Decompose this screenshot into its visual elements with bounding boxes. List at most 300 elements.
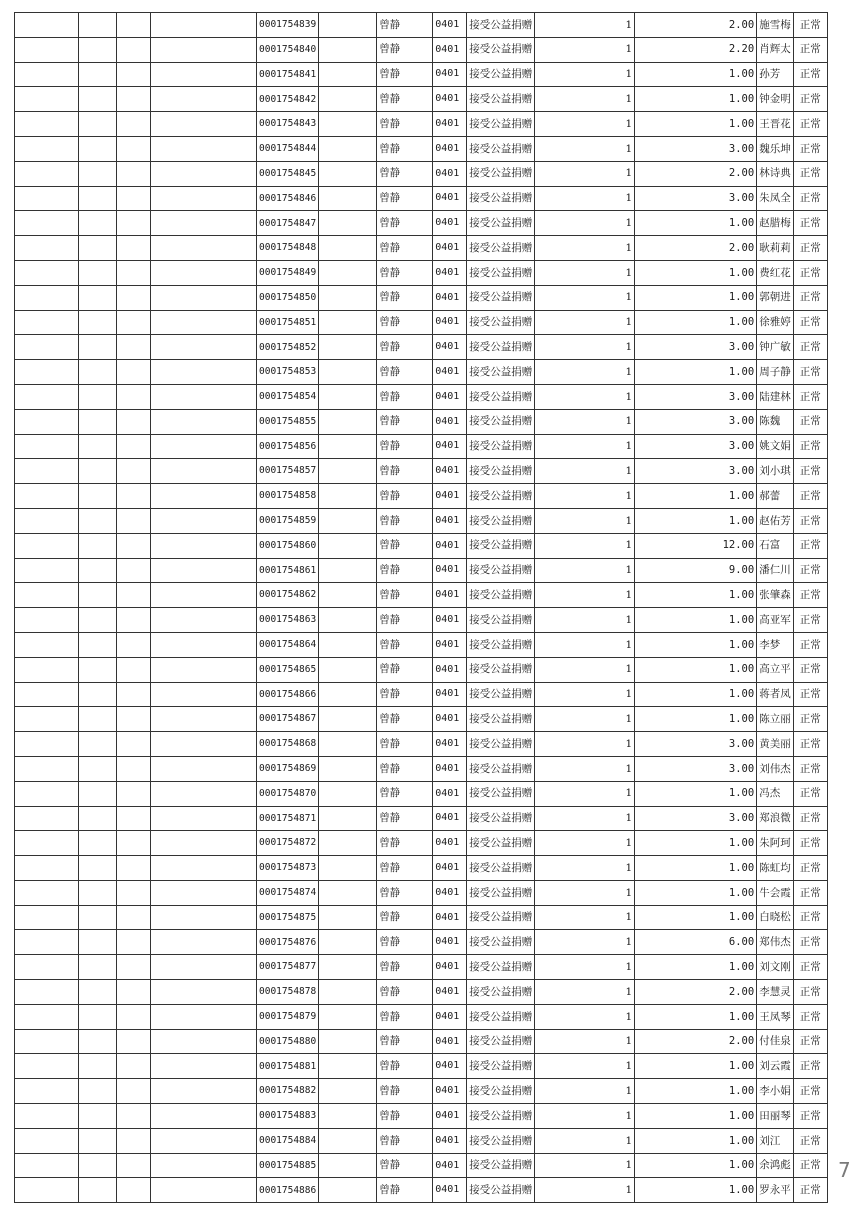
amount-cell: 3.00 [635,756,757,781]
empty-cell [15,161,79,186]
donor-name-cell: 郑伟杰 [757,930,794,955]
donor-name-cell: 冯杰 [757,781,794,806]
empty-cell [79,905,117,930]
empty-cell [15,136,79,161]
empty-cell [151,434,257,459]
empty-cell [319,732,377,757]
empty-cell [15,781,79,806]
item-name-cell: 接受公益捐赠 [467,285,535,310]
status-cell: 正常 [793,781,827,806]
empty-cell [117,1128,151,1153]
item-code-cell: 0401 [433,806,467,831]
handler-cell: 曾静 [377,87,433,112]
amount-cell: 1.00 [635,707,757,732]
receipt-number-cell: 0001754878 [257,980,319,1005]
donor-name-cell: 朱凤全 [757,186,794,211]
item-name-cell: 接受公益捐赠 [467,1153,535,1178]
receipt-number-cell: 0001754881 [257,1054,319,1079]
donor-name-cell: 高立平 [757,657,794,682]
item-name-cell: 接受公益捐赠 [467,434,535,459]
empty-cell [15,236,79,261]
table-row [15,310,828,335]
empty-cell [15,37,79,62]
item-name-cell: 接受公益捐赠 [467,360,535,385]
item-code-cell: 0401 [433,1104,467,1129]
empty-cell [79,558,117,583]
empty-cell [79,632,117,657]
quantity-cell: 1 [535,657,635,682]
item-name-cell: 接受公益捐赠 [467,955,535,980]
receipt-number-cell: 0001754882 [257,1079,319,1104]
empty-cell [319,781,377,806]
empty-cell [79,608,117,633]
empty-cell [151,583,257,608]
item-name-cell: 接受公益捐赠 [467,161,535,186]
item-code-cell: 0401 [433,980,467,1005]
empty-cell [117,1178,151,1203]
status-cell: 正常 [793,409,827,434]
empty-cell [319,1004,377,1029]
empty-cell [15,583,79,608]
table-row [15,37,828,62]
handler-cell: 曾静 [377,831,433,856]
item-code-cell: 0401 [433,781,467,806]
empty-cell [79,831,117,856]
amount-cell: 1.00 [635,285,757,310]
handler-cell: 曾静 [377,732,433,757]
empty-cell [151,13,257,38]
empty-cell [79,1178,117,1203]
receipt-number-cell: 0001754850 [257,285,319,310]
item-code-cell: 0401 [433,87,467,112]
status-cell: 正常 [793,161,827,186]
empty-cell [15,1029,79,1054]
empty-cell [79,732,117,757]
status-cell: 正常 [793,434,827,459]
receipt-number-cell: 0001754860 [257,533,319,558]
amount-cell: 1.00 [635,508,757,533]
empty-cell [79,707,117,732]
item-code-cell: 0401 [433,905,467,930]
empty-cell [319,558,377,583]
empty-cell [117,508,151,533]
item-name-cell: 接受公益捐赠 [467,1079,535,1104]
status-cell: 正常 [793,285,827,310]
empty-cell [151,608,257,633]
quantity-cell: 1 [535,1079,635,1104]
empty-cell [117,112,151,137]
quantity-cell: 1 [535,459,635,484]
empty-cell [151,211,257,236]
receipt-number-cell: 0001754868 [257,732,319,757]
item-name-cell: 接受公益捐赠 [467,211,535,236]
status-cell: 正常 [793,260,827,285]
empty-cell [319,236,377,261]
handler-cell: 曾静 [377,905,433,930]
item-code-cell: 0401 [433,1128,467,1153]
quantity-cell: 1 [535,360,635,385]
table-row [15,880,828,905]
empty-cell [79,1079,117,1104]
table-row [15,831,828,856]
item-code-cell: 0401 [433,682,467,707]
empty-cell [79,583,117,608]
status-cell: 正常 [793,657,827,682]
status-cell: 正常 [793,384,827,409]
empty-cell [319,856,377,881]
amount-cell: 3.00 [635,409,757,434]
empty-cell [151,1178,257,1203]
empty-cell [151,930,257,955]
empty-cell [79,459,117,484]
donor-name-cell: 石富 [757,533,794,558]
empty-cell [117,707,151,732]
empty-cell [319,608,377,633]
status-cell: 正常 [793,13,827,38]
donor-name-cell: 朱阿珂 [757,831,794,856]
empty-cell [15,186,79,211]
amount-cell: 1.00 [635,211,757,236]
table-row [15,508,828,533]
empty-cell [117,1004,151,1029]
receipt-number-cell: 0001754872 [257,831,319,856]
handler-cell: 曾静 [377,1079,433,1104]
amount-cell: 1.00 [635,955,757,980]
item-code-cell: 0401 [433,409,467,434]
handler-cell: 曾静 [377,260,433,285]
receipt-number-cell: 0001754885 [257,1153,319,1178]
table-row [15,1004,828,1029]
item-name-cell: 接受公益捐赠 [467,112,535,137]
empty-cell [319,930,377,955]
empty-cell [151,980,257,1005]
receipt-number-cell: 0001754843 [257,112,319,137]
empty-cell [15,831,79,856]
status-cell: 正常 [793,360,827,385]
empty-cell [15,335,79,360]
empty-cell [319,682,377,707]
status-cell: 正常 [793,732,827,757]
empty-cell [15,955,79,980]
table-row [15,1128,828,1153]
empty-cell [79,980,117,1005]
handler-cell: 曾静 [377,484,433,509]
donor-name-cell: 刘江 [757,1128,794,1153]
receipt-number-cell: 0001754879 [257,1004,319,1029]
amount-cell: 3.00 [635,384,757,409]
empty-cell [79,1104,117,1129]
donor-name-cell: 林诗典 [757,161,794,186]
table-row [15,930,828,955]
donor-name-cell: 郝蕾 [757,484,794,509]
item-code-cell: 0401 [433,880,467,905]
empty-cell [15,285,79,310]
empty-cell [151,384,257,409]
empty-cell [319,260,377,285]
quantity-cell: 1 [535,756,635,781]
empty-cell [319,657,377,682]
empty-cell [319,186,377,211]
empty-cell [15,13,79,38]
table-row [15,434,828,459]
quantity-cell: 1 [535,508,635,533]
item-name-cell: 接受公益捐赠 [467,905,535,930]
donor-name-cell: 周子静 [757,360,794,385]
handler-cell: 曾静 [377,13,433,38]
item-code-cell: 0401 [433,161,467,186]
donor-name-cell: 高亚军 [757,608,794,633]
donor-name-cell: 李慧灵 [757,980,794,1005]
empty-cell [319,1153,377,1178]
amount-cell: 1.00 [635,583,757,608]
empty-cell [319,484,377,509]
status-cell: 正常 [793,1029,827,1054]
empty-cell [117,732,151,757]
status-cell: 正常 [793,87,827,112]
empty-cell [15,409,79,434]
handler-cell: 曾静 [377,608,433,633]
receipt-number-cell: 0001754841 [257,62,319,87]
item-name-cell: 接受公益捐赠 [467,583,535,608]
item-name-cell: 接受公益捐赠 [467,186,535,211]
empty-cell [151,831,257,856]
empty-cell [79,1128,117,1153]
donor-name-cell: 赵佑芳 [757,508,794,533]
quantity-cell: 1 [535,260,635,285]
empty-cell [151,955,257,980]
empty-cell [151,558,257,583]
empty-cell [151,856,257,881]
empty-cell [15,806,79,831]
handler-cell: 曾静 [377,533,433,558]
empty-cell [15,260,79,285]
empty-cell [117,980,151,1005]
donor-name-cell: 李小娟 [757,1079,794,1104]
empty-cell [79,1054,117,1079]
item-name-cell: 接受公益捐赠 [467,1029,535,1054]
quantity-cell: 1 [535,335,635,360]
table-row [15,1153,828,1178]
donor-name-cell: 潘仁川 [757,558,794,583]
receipt-number-cell: 0001754866 [257,682,319,707]
donor-name-cell: 郑浪微 [757,806,794,831]
status-cell: 正常 [793,831,827,856]
amount-cell: 3.00 [635,136,757,161]
item-code-cell: 0401 [433,707,467,732]
empty-cell [15,1153,79,1178]
status-cell: 正常 [793,508,827,533]
handler-cell: 曾静 [377,310,433,335]
empty-cell [117,211,151,236]
handler-cell: 曾静 [377,1153,433,1178]
handler-cell: 曾静 [377,856,433,881]
receipt-number-cell: 0001754875 [257,905,319,930]
item-code-cell: 0401 [433,112,467,137]
receipt-number-cell: 0001754874 [257,880,319,905]
table-row [15,360,828,385]
empty-cell [151,37,257,62]
table-row [15,1054,828,1079]
donor-name-cell: 罗永平 [757,1178,794,1203]
receipt-number-cell: 0001754859 [257,508,319,533]
quantity-cell: 1 [535,856,635,881]
amount-cell: 1.00 [635,632,757,657]
amount-cell: 2.00 [635,1029,757,1054]
amount-cell: 1.00 [635,657,757,682]
table-row [15,806,828,831]
amount-cell: 1.00 [635,905,757,930]
empty-cell [151,632,257,657]
donor-name-cell: 李梦 [757,632,794,657]
table-row [15,1079,828,1104]
empty-cell [319,161,377,186]
item-name-cell: 接受公益捐赠 [467,260,535,285]
empty-cell [79,806,117,831]
quantity-cell: 1 [535,1029,635,1054]
empty-cell [15,657,79,682]
empty-cell [319,806,377,831]
item-name-cell: 接受公益捐赠 [467,87,535,112]
empty-cell [79,62,117,87]
empty-cell [15,1054,79,1079]
item-code-cell: 0401 [433,211,467,236]
empty-cell [15,608,79,633]
item-code-cell: 0401 [433,583,467,608]
item-code-cell: 0401 [433,13,467,38]
amount-cell: 6.00 [635,930,757,955]
quantity-cell: 1 [535,211,635,236]
status-cell: 正常 [793,856,827,881]
empty-cell [79,211,117,236]
item-name-cell: 接受公益捐赠 [467,806,535,831]
table-row [15,62,828,87]
amount-cell: 1.00 [635,62,757,87]
empty-cell [79,1153,117,1178]
handler-cell: 曾静 [377,360,433,385]
item-code-cell: 0401 [433,136,467,161]
receipt-number-cell: 0001754880 [257,1029,319,1054]
empty-cell [151,62,257,87]
item-code-cell: 0401 [433,484,467,509]
empty-cell [15,1178,79,1203]
status-cell: 正常 [793,1054,827,1079]
table-row [15,285,828,310]
table-row [15,905,828,930]
amount-cell: 3.00 [635,732,757,757]
amount-cell: 2.00 [635,236,757,261]
item-code-cell: 0401 [433,608,467,633]
receipt-number-cell: 0001754847 [257,211,319,236]
empty-cell [319,434,377,459]
quantity-cell: 1 [535,409,635,434]
quantity-cell: 1 [535,905,635,930]
empty-cell [319,37,377,62]
handler-cell: 曾静 [377,161,433,186]
table-row [15,781,828,806]
item-code-cell: 0401 [433,1153,467,1178]
status-cell: 正常 [793,682,827,707]
amount-cell: 1.00 [635,682,757,707]
handler-cell: 曾静 [377,1178,433,1203]
donor-name-cell: 余鸿彪 [757,1153,794,1178]
empty-cell [319,409,377,434]
empty-cell [151,161,257,186]
quantity-cell: 1 [535,484,635,509]
receipt-number-cell: 0001754855 [257,409,319,434]
handler-cell: 曾静 [377,657,433,682]
item-name-cell: 接受公益捐赠 [467,682,535,707]
table-row [15,955,828,980]
amount-cell: 1.00 [635,87,757,112]
receipt-number-cell: 0001754851 [257,310,319,335]
amount-cell: 3.00 [635,806,757,831]
quantity-cell: 1 [535,781,635,806]
amount-cell: 12.00 [635,533,757,558]
empty-cell [15,459,79,484]
handler-cell: 曾静 [377,136,433,161]
empty-cell [151,186,257,211]
empty-cell [151,1079,257,1104]
table-row [15,136,828,161]
empty-cell [79,484,117,509]
item-name-cell: 接受公益捐赠 [467,508,535,533]
amount-cell: 3.00 [635,186,757,211]
item-code-cell: 0401 [433,657,467,682]
empty-cell [79,682,117,707]
status-cell: 正常 [793,806,827,831]
empty-cell [79,161,117,186]
donor-name-cell: 陈魏 [757,409,794,434]
donation-table [14,12,828,1203]
table-row [15,1104,828,1129]
empty-cell [117,558,151,583]
empty-cell [15,905,79,930]
donor-name-cell: 魏乐坤 [757,136,794,161]
item-code-cell: 0401 [433,1178,467,1203]
empty-cell [15,930,79,955]
item-code-cell: 0401 [433,37,467,62]
amount-cell: 1.00 [635,608,757,633]
table-row [15,236,828,261]
status-cell: 正常 [793,335,827,360]
amount-cell: 1.00 [635,1153,757,1178]
item-code-cell: 0401 [433,434,467,459]
donor-name-cell: 钟广敏 [757,335,794,360]
receipt-number-cell: 0001754861 [257,558,319,583]
handler-cell: 曾静 [377,980,433,1005]
status-cell: 正常 [793,583,827,608]
empty-cell [15,1104,79,1129]
quantity-cell: 1 [535,1153,635,1178]
empty-cell [117,37,151,62]
handler-cell: 曾静 [377,806,433,831]
receipt-number-cell: 0001754858 [257,484,319,509]
donor-name-cell: 王晋花 [757,112,794,137]
empty-cell [151,335,257,360]
empty-cell [117,161,151,186]
empty-cell [151,756,257,781]
donor-name-cell: 施雪梅 [757,13,794,38]
empty-cell [117,880,151,905]
handler-cell: 曾静 [377,62,433,87]
receipt-number-cell: 0001754857 [257,459,319,484]
empty-cell [15,211,79,236]
item-code-cell: 0401 [433,360,467,385]
donor-name-cell: 刘文刚 [757,955,794,980]
quantity-cell: 1 [535,558,635,583]
table-row [15,112,828,137]
item-code-cell: 0401 [433,732,467,757]
